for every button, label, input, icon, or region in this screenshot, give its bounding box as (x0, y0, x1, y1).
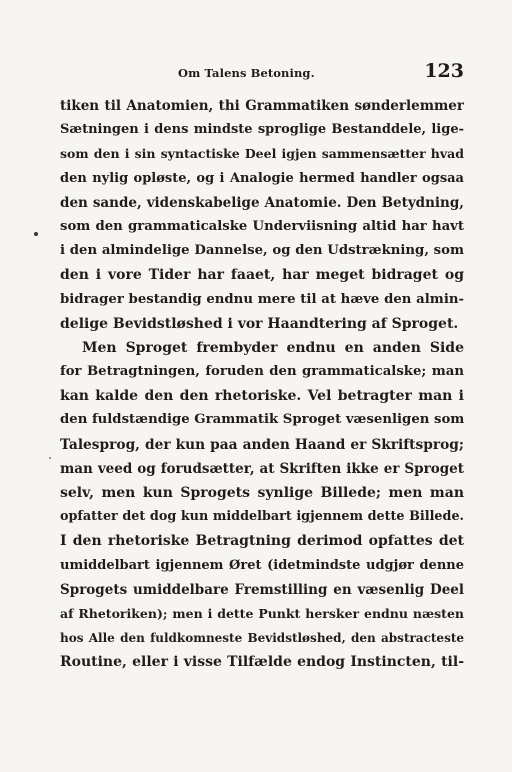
text-line: som den grammaticalske Underviisning altid har havt (60, 218, 464, 234)
text-line: den fuldstændige Grammatik Sproget væsenligen som (60, 412, 464, 428)
text-line: som den i sin syntactiske Deel igjen sammensætter hvad (60, 146, 464, 162)
text-line: den nylig opløste, og i Analogie hermed handler ogsaa (60, 170, 464, 186)
text-line: tiken til Anatomien, thi Grammatiken sønderlemmer (60, 98, 464, 114)
text-line: opfatter det dog kun middelbart igjennem dette Billede. (60, 509, 464, 525)
text-line: hos Alle den fuldkomneste Bevidstløshed, den abstracteste (60, 631, 464, 646)
page-number: 123 (424, 60, 464, 82)
header-title: Om Talens Betoning. (178, 66, 315, 80)
text-line: den sande, videnskabelige Anatomie. Den Betydning, (60, 194, 464, 211)
text-line: delige Bevidstløshed i vor Haandtering af Sproget. (60, 315, 459, 332)
text-line: man veed og forudsætter, at Skriften ikke er Sproget (60, 460, 464, 477)
text-line: Sprogets umiddelbare Fremstilling en væsenlig Deel (60, 581, 464, 598)
running-head (60, 62, 464, 86)
text-line: i den almindelige Dannelse, og den Udstrækning, som (60, 243, 464, 259)
text-line: Talesprog, der kun paa anden Haand er Skriftsprog; (60, 436, 464, 453)
text-line: Routine, eller i visse Tilfælde endog Instincten, til- (60, 654, 464, 671)
text-line: selv, men kun Sprogets synlige Billede; men man (60, 485, 464, 501)
text-line: den i vore Tider har faaet, har meget bidraget og (60, 267, 464, 284)
paper-speck (49, 457, 51, 459)
text-line: kan kalde den den rhetoriske. Vel betragter man i (60, 388, 464, 405)
body-text (60, 94, 464, 675)
text-line: I den rhetoriske Betragtning derimod opfattes det (60, 533, 464, 550)
text-line: Sætningen i dens mindste sproglige Bestanddele, lige- (60, 122, 464, 138)
margin-mark (34, 232, 38, 236)
text-line: bidrager bestandig endnu mere til at hæve den almin- (60, 291, 464, 307)
text-line: for Betragtningen, foruden den grammaticalske; man (60, 364, 464, 380)
text-line: umiddelbart igjennem Øret (idetmindste udgjør denne (60, 557, 464, 573)
paragraph-start-line: Men Sproget frembyder endnu en anden Side (82, 339, 464, 356)
text-line: af Rhetoriken); men i dette Punkt hersker endnu næsten (60, 605, 464, 621)
